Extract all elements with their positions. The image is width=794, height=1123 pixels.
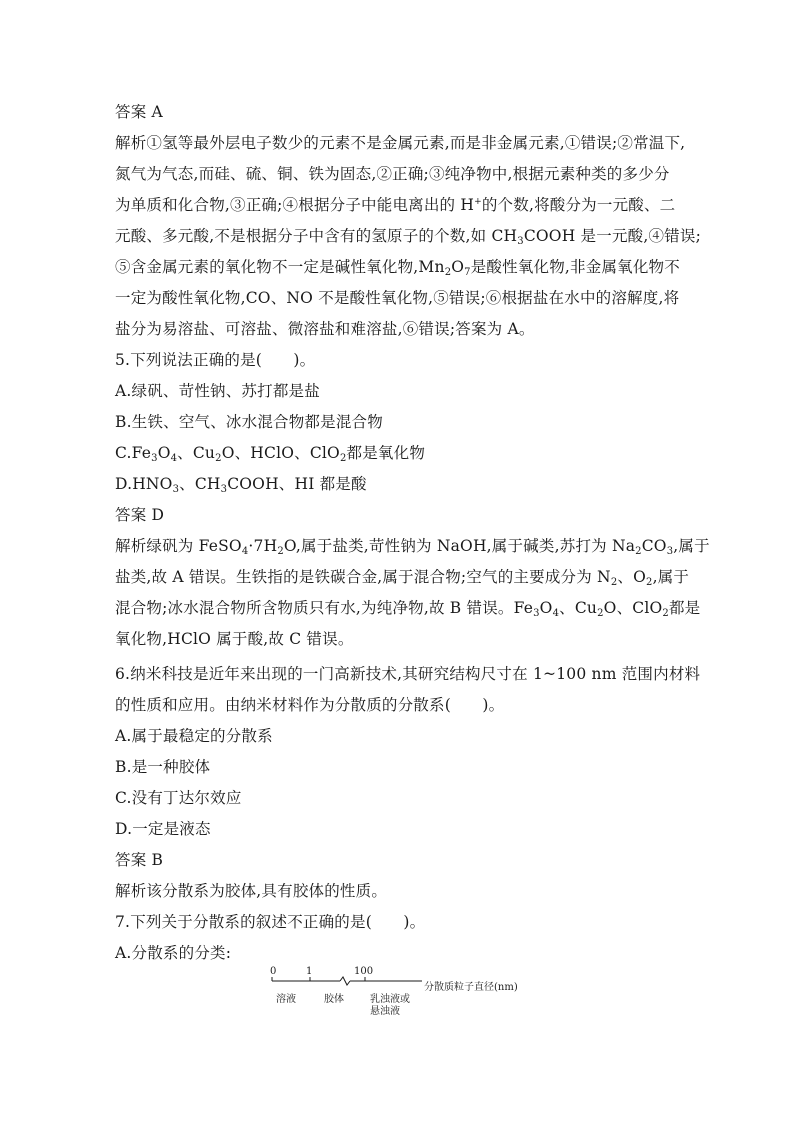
tick-label: 0 xyxy=(270,966,277,977)
region-label: 胶体 xyxy=(324,994,344,1005)
explanation-line: 为单质和化合物,③正确;④根据分子中能电离出的 H+的个数,将酸分为一元酸、二 xyxy=(115,196,676,214)
explanation-line: 解析该分散系为胶体,具有胶体的性质。 xyxy=(115,882,388,900)
option-b: B.是一种胶体 xyxy=(115,758,211,776)
region-label: 悬浊液 xyxy=(370,1006,400,1017)
region-label: 乳浊液或 xyxy=(370,994,410,1005)
explanation-line: 氧化物,HClO 属于酸,故 C 错误。 xyxy=(115,630,354,648)
explanation-line: 盐类,故 A 错误。生铁指的是铁碳合金,属于混合物;空气的主要成分为 $N_2$、$O_2$,属于 xyxy=(115,568,690,588)
tick-label: 100 xyxy=(354,966,374,977)
explanation-line: 一定为酸性氧化物,CO、NO 不是酸性氧化物,⑤错误;⑥根据盐在水中的溶解度,将 xyxy=(115,289,680,307)
explanation-line: 盐分为易溶盐、可溶盐、微溶盐和难溶盐,⑥错误;答案为 A。 xyxy=(115,320,535,338)
question-6-stem: 6.纳米科技是近年来出现的一门高新技术,其研究结构尺寸在 1~100 nm 范围内材料 xyxy=(115,665,701,683)
option-c: C.没有丁达尔效应 xyxy=(115,789,242,807)
explanation-line: 解析①氢等最外层电子数少的元素不是金属元素,而是非金属元素,①错误;②常温下, xyxy=(115,134,686,152)
explanation-line: 元酸、多元酸,不是根据分子中含有的氢原子的个数,如 $CH_3COOH$ 是一元酸,④错误; xyxy=(115,227,701,247)
dispersion-scale-diagram xyxy=(270,966,540,1018)
option-d: $D.HNO_3$、$CH_3COOH$、HI 都是酸 xyxy=(115,475,367,495)
option-a: A.属于最稳定的分散系 xyxy=(115,727,273,745)
answer-label: 答案 D xyxy=(115,506,165,524)
explanation-line: 混合物;冰水混合物所含物质只有水,为纯净物,故 B 错误。$Fe_3O_4$、$Cu_2O$、ClO$_2$都是 xyxy=(115,599,701,619)
answer-label: 答案 B xyxy=(115,851,164,869)
axis-label: 分散质粒子直径(nm) xyxy=(424,982,518,993)
question-7-stem: 7.下列关于分散系的叙述不正确的是( )。 xyxy=(115,913,426,931)
option-c: $C.Fe_3O_4$、$Cu_2O$、HClO、ClO$_2$都是氧化物 xyxy=(115,444,426,464)
tick-label: 1 xyxy=(306,966,313,977)
question-5-stem: 5.下列说法正确的是( )。 xyxy=(115,351,316,369)
explanation-line: 解析绿矾为 $FeSO_4\cdot 7H_2O$,属于盐类,苛性钠为 NaOH,属于碱类,苏打为 $Na_2CO_3$,属于 xyxy=(115,537,710,557)
option-b: B.生铁、空气、冰水混合物都是混合物 xyxy=(115,413,383,431)
explanation-line: 氮气为气态,而硅、硫、铜、铁为固态,②正确;③纯净物中,根据元素种类的多少分 xyxy=(115,165,670,183)
option-d: D.一定是液态 xyxy=(115,820,211,838)
region-label: 溶液 xyxy=(276,994,296,1005)
explanation-line: ⑤含金属元素的氧化物不一定是碱性氧化物$,Mn_2O_7$是酸性氧化物,非金属氧化物不 xyxy=(115,258,680,278)
answer-label: 答案 A xyxy=(115,103,163,121)
option-a: A.绿矾、苛性钠、苏打都是盐 xyxy=(115,382,320,400)
question-6-stem: 的性质和应用。由纳米材料作为分散质的分散系( )。 xyxy=(115,696,505,714)
option-a: A.分散系的分类: xyxy=(115,944,232,962)
